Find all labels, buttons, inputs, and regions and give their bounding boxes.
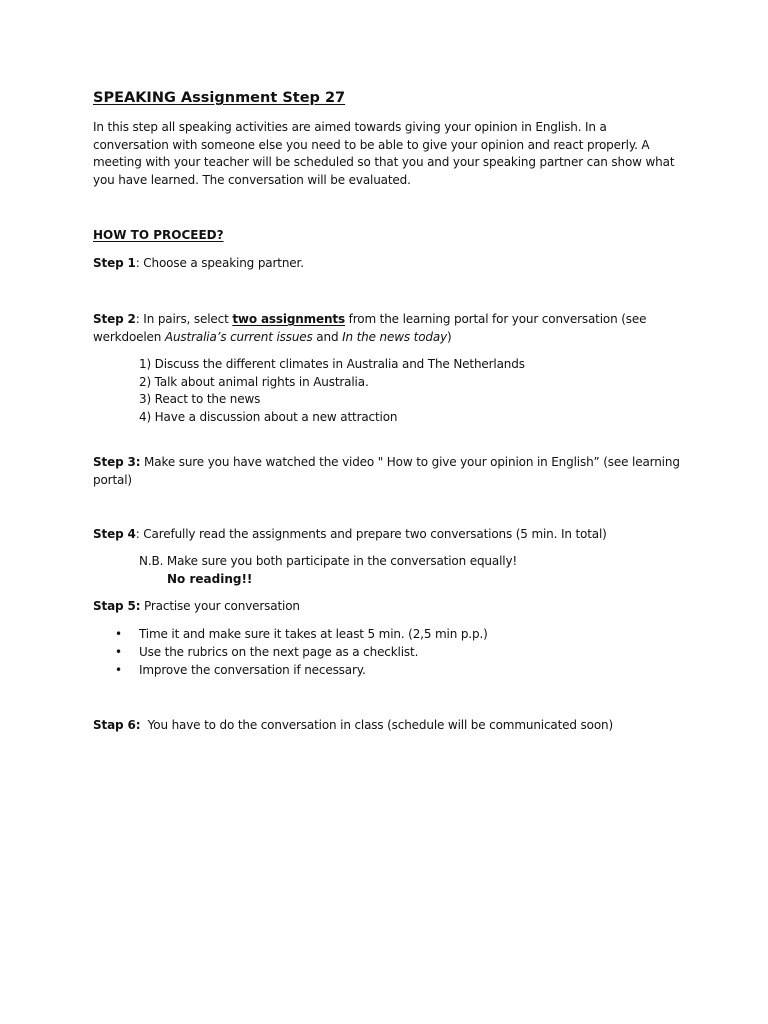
bullet-icon: • (115, 645, 122, 659)
document-page (93, 0, 683, 1024)
step-6 (93, 717, 683, 735)
list-item (93, 626, 683, 644)
bullet-icon: • (115, 663, 122, 677)
step-4 (93, 526, 683, 544)
assignment-item: 2) Talk about animal rights in Australia. (139, 374, 369, 389)
step-5-bullet-list (93, 626, 683, 680)
list-item (93, 644, 683, 662)
bullet-text: Use the rubrics on the next page as a checklist. (139, 645, 419, 659)
assignment-item: 3) React to the news (139, 392, 261, 406)
bullet-icon: • (115, 627, 122, 641)
step-4-text: : Carefully read the assignments and prepare two conversations (5 min. In total) (135, 527, 607, 541)
step-2-text-b: from the learning portal for your conversation (see werkdoelen (93, 312, 647, 344)
assignment-item: 4) Have a discussion about a new attraction (139, 409, 398, 424)
step-4-label: Step 4 (93, 527, 136, 541)
step-2-emphasis: two assignments (232, 312, 346, 326)
bullet-text: Improve the conversation if necessary. (139, 663, 366, 677)
page-title: SPEAKING Assignment Step 27 (93, 90, 346, 106)
step-1-text: : Choose a speaking partner. (135, 256, 304, 270)
intro-paragraph: In this step all speaking activities are aimed towards giving your opinion in English. In a conversation with someone else you need to be able to give your opinion and react properly. A meeting with your teacher will be scheduled so that you and your speaking partner can show what you have learned. The conversation will be evaluated. (93, 120, 675, 187)
list-item (93, 662, 683, 680)
assignment-list (139, 356, 679, 426)
step-2-label: Step 2 (93, 312, 136, 326)
step-3-label: Step 3: (93, 455, 141, 469)
step-2-text-d: ) (447, 329, 452, 344)
section-heading: HOW TO PROCEED? (93, 228, 224, 242)
step-1 (93, 255, 683, 273)
step-6-label: Stap 6: (93, 718, 141, 732)
step-2-text-a: : In pairs, select (135, 312, 233, 326)
step-3 (93, 454, 683, 489)
step-3-text: Make sure you have watched the video " How to give your opinion in English” (see learning portal) (93, 455, 680, 487)
step-4-note: N.B. Make sure you both participate in the conversation equally! (139, 554, 518, 568)
step-2-italic-1: Australia’s current issues (164, 329, 313, 344)
step-2-italic-2: In the news today (342, 329, 448, 344)
step-1-label: Step 1 (93, 256, 136, 270)
step-2-text-c: and (312, 329, 343, 344)
step-5 (93, 598, 683, 616)
step-6-text: You have to do the conversation in class (schedule will be communicated soon) (140, 718, 614, 732)
no-reading-note: No reading!! (167, 572, 253, 586)
bullet-text: Time it and make sure it takes at least 5 min. (2,5 min p.p.) (139, 627, 488, 641)
step-5-text: Practise your conversation (140, 599, 300, 613)
step-5-label: Stap 5: (93, 599, 141, 613)
step-2 (93, 311, 683, 346)
assignment-item: 1) Discuss the different climates in Australia and The Netherlands (139, 357, 525, 371)
